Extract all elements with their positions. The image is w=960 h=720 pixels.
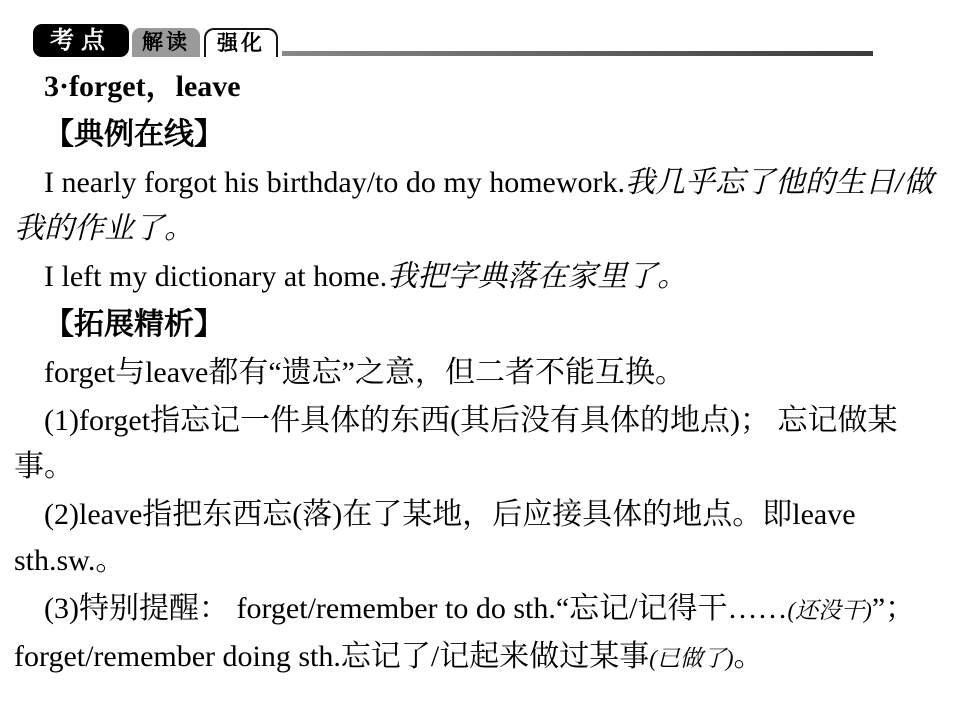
example-sentence-2 (14, 254, 946, 300)
tab-qianghua[interactable]: 强化 (204, 28, 278, 57)
point-3-main: (3)特别提醒： forget/remember to do sth.“忘记/记得干…… (44, 592, 788, 625)
analysis-point-1: (1)forget指忘记一件具体的东西(其后没有具体的地点)； 忘记做某事。 (14, 404, 898, 483)
tab-jiedu[interactable]: 解读 (132, 28, 200, 57)
analysis-point-3 (14, 586, 946, 682)
example-2-chinese: 我把字典落在家里了。 (387, 260, 688, 293)
tab-kaodian[interactable]: 考点 (33, 24, 129, 57)
analysis-point-2: (2)leave指把东西忘(落)在了某地，后应接具体的地点。即leave sth.sw.。 (14, 498, 856, 577)
example-2-english: I left my dictionary at home. (44, 260, 388, 293)
point-3-note-2: (已做了) (649, 646, 734, 671)
point-3-end: 。 (733, 640, 764, 673)
tab-bar (33, 24, 960, 57)
example-1-english: I nearly forgot his birthday/to do my homework. (44, 166, 626, 199)
header-rule (282, 51, 873, 56)
example-sentence-1 (14, 160, 946, 252)
page-title: 3·forget，leave (44, 70, 241, 103)
slide-content (14, 64, 946, 684)
point-3-main-2: ”； forget/remember doing sth.忘记了/记起来做过某事 (14, 592, 916, 673)
analysis-intro: forget与leave都有“遗忘”之意，但二者不能互换。 (44, 356, 686, 389)
example-1-chinese: 我几乎忘了他的生日/做我的作业了。 (14, 166, 934, 245)
point-3-note-1: (还没干) (787, 598, 872, 623)
section-header-examples: 【典例在线】 (44, 118, 224, 151)
section-header-analysis: 【拓展精析】 (44, 308, 224, 341)
